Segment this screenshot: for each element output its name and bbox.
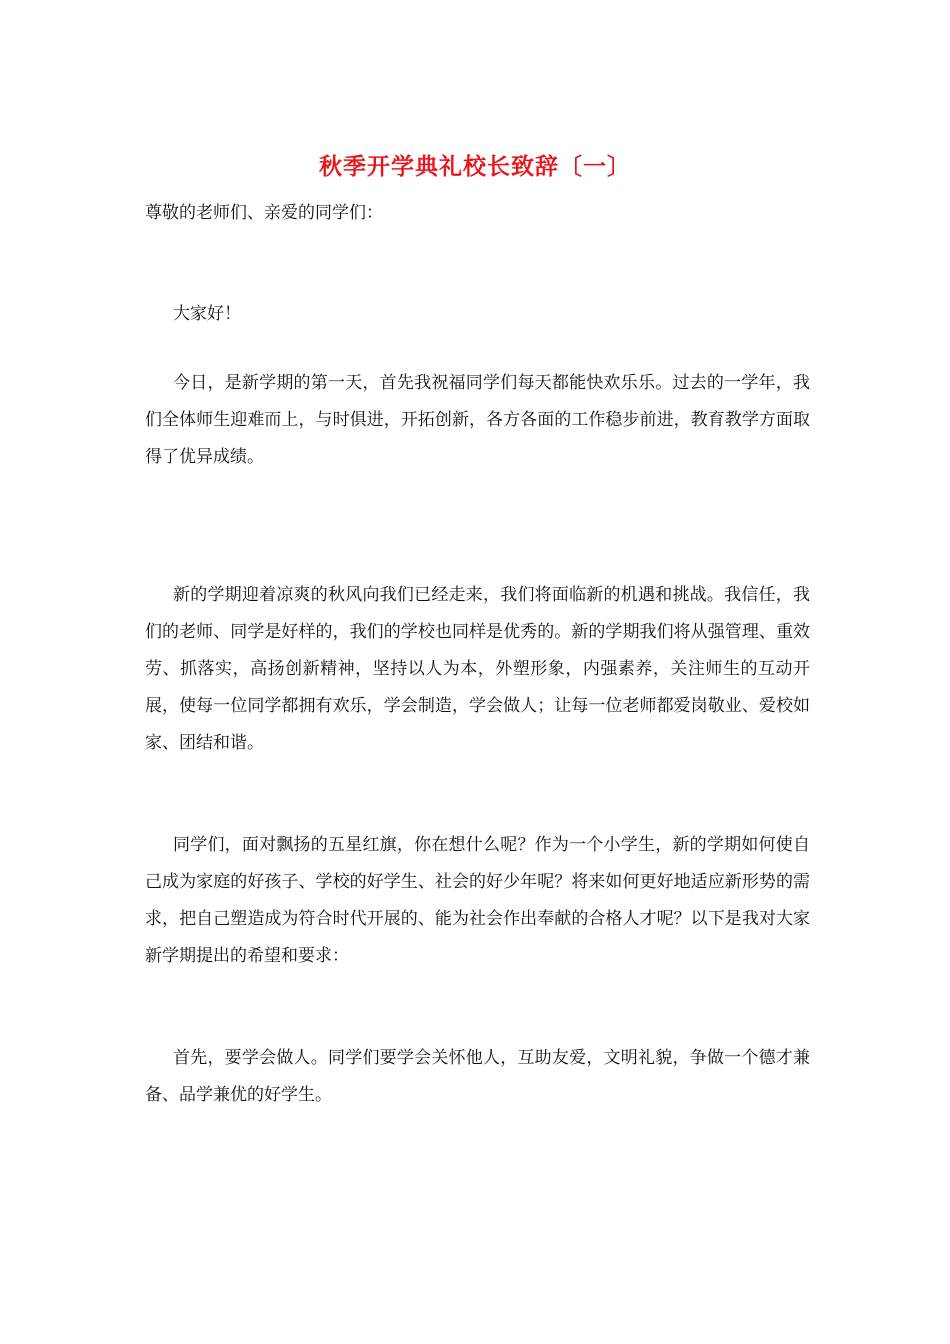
document-title: 秋季开学典礼校长致辞〔一〕 — [319, 153, 631, 180]
body-paragraph: 首先，要学会做人。同学们要学会关怀他人，互助友爱，文明礼貌，争做一个德才兼备、品学兼优的好学生。 — [145, 1048, 810, 1105]
body-paragraph: 今日，是新学期的第一天，首先我祝福同学们每天都能快欢乐乐。过去的一学年，我们全体师生迎难而上，与时俱进，开拓创新，各方各面的工作稳步前进，教育教学方面取得了优异成绩。 — [145, 373, 810, 467]
salutation: 尊敬的老师们、亲爱的同学们： — [145, 203, 383, 223]
body-paragraph: 新的学期迎着凉爽的秋风向我们已经走来，我们将面临新的机遇和挑战。我信任，我们的老师、同学是好样的，我们的学校也同样是优秀的。新的学期我们将从强管理、重效劳、抓落实，高扬创新精神，坚持以人为本，外塑形象，内强素养，关注师生的互动开展，使每一位同学都拥有欢乐，学会制造，学会做人；让每一位老师都爱岗敬业、爱校如家、团结和谐。 — [145, 585, 810, 753]
body-paragraph: 同学们，面对飘扬的五星红旗，你在想什么呢？作为一个小学生，新的学期如何使自己成为家庭的好孩子、学校的好学生、社会的好少年呢？将来如何更好地适应新形势的需求，把自己塑造成为符合时代开展的、能为社会作出奉献的合格人才呢？以下是我对大家新学期提出的希望和要求： — [145, 835, 810, 966]
greeting-paragraph: 大家好！ — [173, 304, 241, 324]
